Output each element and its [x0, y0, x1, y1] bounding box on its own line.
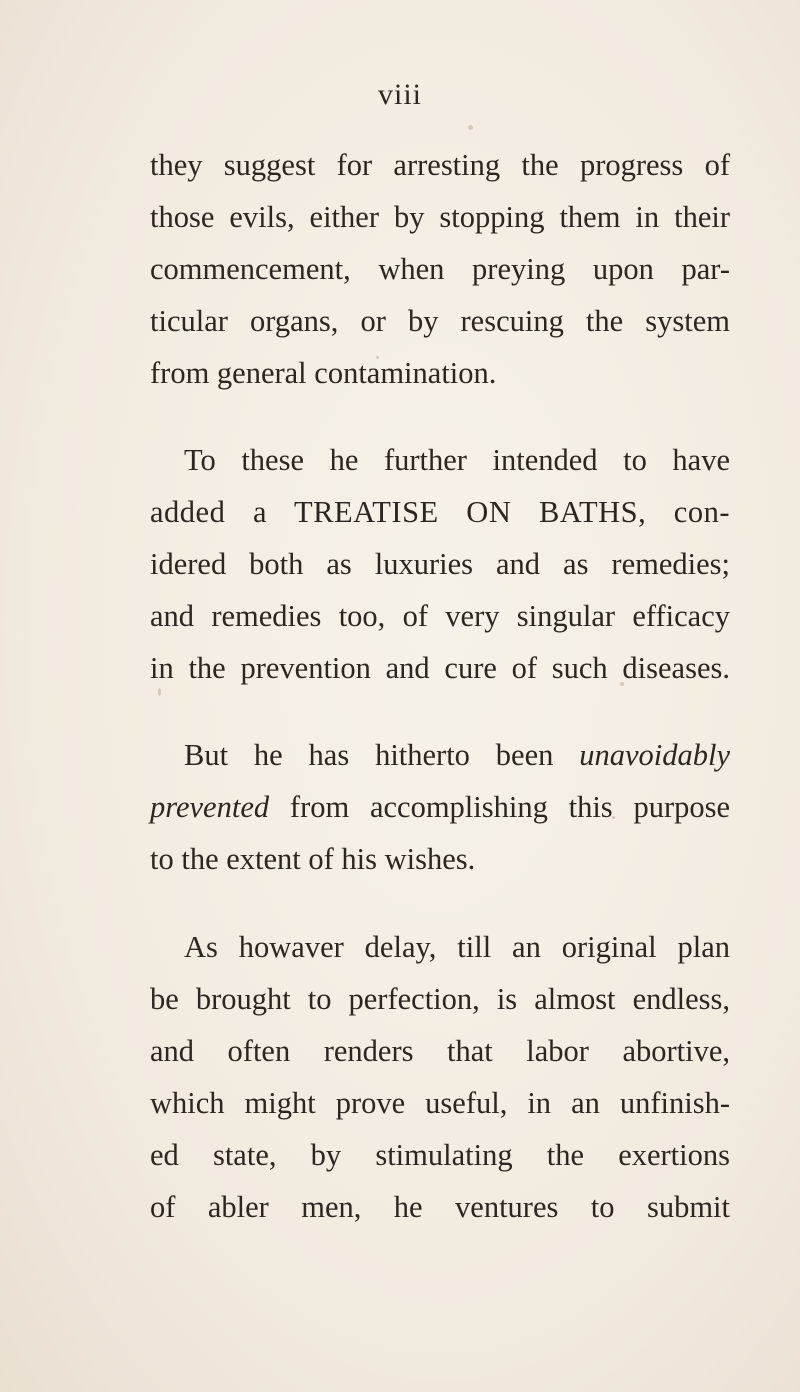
- text-line: idered both as luxuries and as remedies;: [150, 547, 730, 581]
- text-line: ticular organs, or by rescuing the system: [150, 304, 730, 338]
- text-line: and remedies too, of very singular efficacy: [150, 599, 730, 633]
- text-line: which might prove useful, in an unfinish-: [150, 1086, 730, 1120]
- text-line: be brought to perfection, is almost endless,: [150, 982, 730, 1016]
- text-line: in the prevention and cure of such diseases.: [150, 651, 730, 685]
- text-line: [150, 787, 730, 827]
- text-line: of abler men, he ventures to submit: [150, 1190, 730, 1224]
- text-line: they suggest for arresting the progress of: [150, 148, 730, 182]
- text-line: to the extent of his wishes.: [150, 842, 476, 876]
- text-line: those evils, either by stopping them in their: [150, 200, 730, 234]
- italic-word: unavoidably: [579, 738, 731, 772]
- text-line: and often renders that labor abortive,: [150, 1034, 730, 1068]
- text-line: [184, 735, 730, 775]
- paper-speck: [158, 688, 161, 696]
- paper-speck: [468, 125, 473, 130]
- text-line: from general contamination.: [150, 356, 497, 390]
- text-line: To these he further intended to have: [184, 443, 730, 477]
- text-segment: But he has hitherto been: [184, 738, 554, 772]
- text-line: commencement, when preying upon par-: [150, 252, 730, 286]
- text-line: As howaver delay, till an original plan: [184, 930, 730, 964]
- page-number: viii: [377, 78, 422, 111]
- italic-word: prevented: [150, 790, 270, 824]
- text-segment: from accomplishing this purpose: [289, 790, 731, 824]
- text-line: ed state, by stimulating the exertions: [150, 1138, 730, 1172]
- text-line: added a TREATISE ON BATHS, con-: [150, 495, 730, 529]
